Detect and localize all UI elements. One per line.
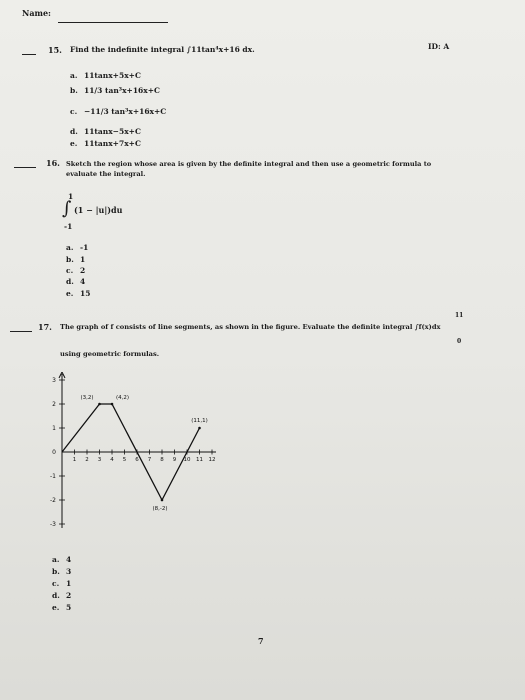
- choice-letter: e.: [66, 289, 74, 298]
- choice-letter: c.: [52, 579, 60, 588]
- y-tick-label: -3: [50, 521, 56, 528]
- choice-letter: d.: [66, 277, 74, 286]
- choice-letter: b.: [52, 567, 60, 576]
- q17-prompt-line2: using geometric formulas.: [60, 350, 160, 358]
- choice-text: 11tanx−5x+C: [84, 127, 141, 136]
- x-tick-label: 8: [160, 457, 164, 463]
- x-tick-label: 3: [97, 457, 102, 463]
- vertex-point: [161, 499, 164, 502]
- q15-prompt: Find the indefinite integral ∫11tan⁴x+16 dx.: [70, 45, 255, 54]
- q16-integrand: (1 − |u|)du: [74, 205, 123, 215]
- origin-label: 0: [52, 449, 56, 456]
- page-number: 7: [258, 636, 264, 646]
- q16-choice-d: [66, 277, 85, 286]
- choice-text: 11tanx+7x+C: [84, 139, 141, 148]
- q15-choice-a: [70, 71, 141, 80]
- q16-number: 16.: [46, 158, 60, 168]
- x-tick-label: 5: [122, 457, 127, 463]
- y-tick-label: 1: [52, 425, 56, 432]
- vertex-label: (3,2): [80, 395, 94, 401]
- choice-letter: e.: [52, 603, 60, 612]
- y-tick-label: -1: [50, 473, 56, 480]
- q16-choice-a: [66, 243, 88, 252]
- choice-text: 2: [66, 591, 72, 600]
- x-tick-label: 7: [147, 457, 152, 463]
- q15-choice-c: [70, 107, 166, 116]
- choice-letter: c.: [66, 266, 74, 275]
- q16-prompt-line1: Sketch the region whose area is given by the definite integral and then use a geometric formula to: [66, 160, 432, 168]
- q16-choice-b: [66, 255, 85, 264]
- q16-integral-upper: 1: [68, 192, 74, 201]
- q17-prompt: The graph of f consists of line segments, as shown in the figure. Evaluate the definite integral ∫f(x)dx: [60, 323, 441, 331]
- q17-choice-e: [52, 603, 71, 612]
- q17-answer-blank: [10, 331, 32, 332]
- q16-integral-lower: -1: [64, 222, 73, 231]
- choice-text: 1: [66, 579, 72, 588]
- choice-letter: a.: [66, 243, 74, 252]
- choice-letter: b.: [70, 86, 78, 95]
- q17-number: 17.: [38, 322, 52, 332]
- q16-choice-c: [66, 266, 85, 275]
- choice-text: 11/3 tan³x+16x+C: [84, 86, 160, 95]
- q16-answer-blank: [14, 167, 36, 168]
- choice-letter: d.: [70, 127, 78, 136]
- q17-integral-upper: 11: [455, 312, 464, 319]
- x-tick-label: 9: [172, 457, 177, 463]
- choice-letter: c.: [70, 107, 78, 116]
- x-tick-label: 1: [72, 457, 77, 463]
- choice-text: 5: [66, 603, 72, 612]
- choice-text: 4: [66, 555, 72, 564]
- choice-letter: d.: [52, 591, 60, 600]
- q17-choice-b: [52, 567, 71, 576]
- name-label: Name:: [22, 8, 52, 18]
- q15-choice-e: [70, 139, 141, 148]
- q17-choice-a: [52, 555, 71, 564]
- q17-choice-c: [52, 579, 71, 588]
- q17-choice-d: [52, 591, 71, 600]
- choice-letter: b.: [66, 255, 74, 264]
- q15-answer-blank: [22, 54, 36, 55]
- q16-choice-e: [66, 289, 90, 298]
- choice-letter: a.: [52, 555, 60, 564]
- function-graph: [40, 372, 230, 532]
- choice-text: -1: [80, 243, 89, 252]
- choice-letter: a.: [70, 71, 78, 80]
- vertex-point: [198, 427, 201, 430]
- choice-letter: e.: [70, 139, 78, 148]
- q15-choice-b: [70, 86, 160, 95]
- vertex-point: [111, 403, 114, 406]
- q15-number: 15.: [48, 45, 62, 55]
- vertex-label: (4,2): [116, 395, 130, 401]
- id-label: ID: A: [428, 42, 450, 51]
- choice-text: 1: [80, 255, 86, 264]
- vertex-label: (11,1): [191, 418, 208, 424]
- q16-integral-sign: ∫: [62, 198, 72, 219]
- x-tick-label: 6: [135, 457, 139, 463]
- choice-text: 11tanx+5x+C: [84, 71, 141, 80]
- q16-prompt-line2: evaluate the integral.: [66, 170, 146, 178]
- y-tick-label: 2: [52, 401, 56, 408]
- choice-text: 4: [80, 277, 86, 286]
- x-tick-label: 12: [208, 457, 216, 463]
- choice-text: 2: [80, 266, 86, 275]
- vertex-point: [98, 403, 101, 406]
- choice-text: 3: [66, 567, 72, 576]
- choice-text: 15: [80, 289, 91, 298]
- y-tick-label: -2: [50, 497, 56, 504]
- y-tick-label: 3: [52, 377, 56, 384]
- choice-text: −11/3 tan³x+16x+C: [84, 107, 167, 116]
- vertex-label: (8,-2): [152, 506, 168, 512]
- q15-choice-d: [70, 127, 141, 136]
- x-tick-label: 2: [85, 457, 89, 463]
- x-tick-label: 11: [196, 457, 203, 463]
- name-blank: [58, 22, 168, 23]
- x-tick-label: 10: [183, 457, 191, 463]
- q17-integral-lower: 0: [457, 338, 462, 345]
- x-tick-label: 4: [110, 457, 114, 463]
